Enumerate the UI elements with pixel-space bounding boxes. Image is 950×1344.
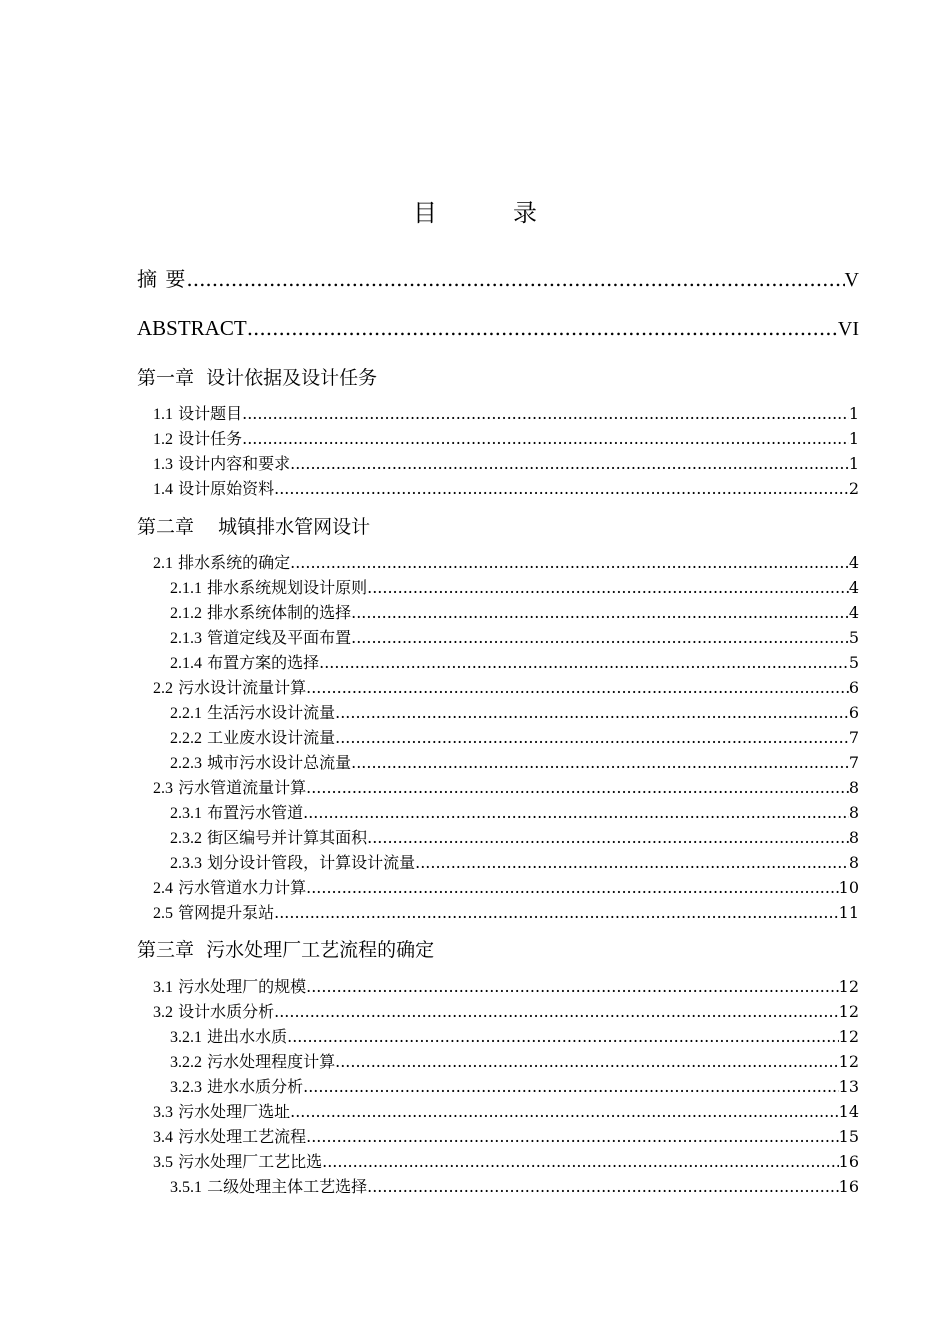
dot-leader: [322, 1151, 839, 1173]
toc-entry-number: 3.3: [153, 1104, 173, 1121]
toc-entry[interactable]: [153, 428, 859, 451]
toc-entry-label: 管道定线及平面布置: [207, 628, 352, 647]
dot-leader: [367, 827, 849, 849]
chapter-heading[interactable]: 第三章 污水处理厂工艺流程的确定: [137, 939, 435, 961]
dot-leader: [335, 702, 849, 724]
dot-leader: [290, 552, 849, 574]
toc-entry[interactable]: [153, 1101, 859, 1124]
toc-entry-number: 2.3.3: [170, 855, 202, 872]
toc-entry-label: 设计题目: [178, 404, 243, 423]
toc-entry-label: 生活污水设计流量: [207, 703, 336, 722]
toc-entry[interactable]: [170, 827, 859, 850]
toc-entry[interactable]: [153, 1151, 859, 1174]
toc-entry-number: 2.1.4: [170, 655, 202, 672]
toc-page-number: 12: [838, 1002, 859, 1021]
toc-page-number: 12: [838, 977, 859, 996]
dot-leader: [306, 877, 839, 899]
toc-entry-number: 2.3.1: [170, 805, 202, 822]
toc-entry-number: 3.5.1: [170, 1179, 202, 1196]
toc-entry[interactable]: [170, 752, 859, 775]
dot-leader: [306, 677, 849, 699]
toc-entry[interactable]: [153, 902, 859, 925]
toc-entry[interactable]: [153, 976, 859, 999]
toc-entry-number: 3.5: [153, 1154, 173, 1171]
dot-leader: [367, 577, 849, 599]
toc-entry[interactable]: [170, 602, 859, 625]
toc-entry[interactable]: [170, 702, 859, 725]
toc-page-number: 1: [848, 404, 859, 423]
chapter-heading[interactable]: 第一章 设计依据及设计任务: [137, 367, 378, 389]
toc-entry[interactable]: [170, 852, 859, 875]
toc-entry-number: 2.5: [153, 905, 173, 922]
toc-entry[interactable]: [170, 652, 859, 675]
toc-page-number: 1: [848, 454, 859, 473]
dot-leader: [242, 403, 849, 425]
toc-entry[interactable]: [170, 1176, 859, 1199]
toc-entry-number: 2.2.1: [170, 705, 202, 722]
toc-page-number: VI: [837, 318, 859, 340]
toc-entry-abstract-en[interactable]: [137, 314, 859, 343]
toc-page-number: 5: [848, 653, 859, 672]
toc-entry-number: 3.2.3: [170, 1079, 202, 1096]
toc-entry[interactable]: [170, 802, 859, 825]
toc-entry-label: 污水处理工艺流程: [178, 1127, 307, 1146]
dot-leader: [415, 852, 849, 874]
toc-entry[interactable]: [153, 552, 859, 575]
toc-entry[interactable]: [153, 677, 859, 700]
toc-entry-label: 污水处理厂选址: [178, 1102, 291, 1121]
toc-entry-label: 划分设计管段，计算设计流量: [207, 853, 416, 872]
toc-entry-label: 布置污水管道: [207, 803, 304, 822]
toc-page-number: 13: [838, 1077, 859, 1096]
toc-page-number: 16: [838, 1152, 859, 1171]
dot-leader: [290, 453, 849, 475]
toc-page-number: 8: [848, 853, 859, 872]
toc-page-number: 7: [848, 753, 859, 772]
toc-entry-label: 污水处理厂工艺比选: [178, 1152, 323, 1171]
toc-entry[interactable]: [153, 1126, 859, 1149]
toc-page-number: 6: [848, 678, 859, 697]
dot-leader: [247, 314, 838, 342]
toc-entry-label: 摘 要: [137, 267, 187, 291]
toc-page-number: 8: [848, 778, 859, 797]
toc-entry-number: 2.4: [153, 880, 173, 897]
dot-leader: [351, 752, 849, 774]
toc-entry-number: 3.2: [153, 1004, 173, 1021]
toc-entry-label: 街区编号并计算其面积: [207, 828, 368, 847]
toc-page-number: 12: [838, 1027, 859, 1046]
toc-entry-label: ABSTRACT: [137, 316, 247, 340]
toc-entry-label: 进水水质分析: [207, 1077, 304, 1096]
toc-entry[interactable]: [170, 727, 859, 750]
toc-entry-number: 1.3: [153, 456, 173, 473]
dot-leader: [242, 428, 849, 450]
toc-entry-label: 污水管道流量计算: [178, 778, 307, 797]
toc-page-number: 8: [848, 803, 859, 822]
toc-entry-label: 工业废水设计流量: [207, 728, 336, 747]
toc-entry-number: 2.3.2: [170, 830, 202, 847]
toc-entry-number: 2.1.1: [170, 580, 202, 597]
toc-entry-label: 设计水质分析: [178, 1002, 275, 1021]
toc-page-number: 16: [838, 1177, 859, 1196]
toc-entry-label: 污水管道水力计算: [178, 878, 307, 897]
toc-entry-number: 2.1.2: [170, 605, 202, 622]
dot-leader: [306, 777, 849, 799]
toc-entry[interactable]: [153, 403, 859, 426]
toc-entry[interactable]: [170, 577, 859, 600]
toc-entry[interactable]: [153, 777, 859, 800]
dot-leader: [287, 1026, 839, 1048]
toc-page-number: 14: [838, 1102, 859, 1121]
dot-leader: [274, 1001, 839, 1023]
toc-entry-number: 3.1: [153, 979, 173, 996]
toc-page-number: 4: [848, 578, 859, 597]
toc-entry[interactable]: [153, 877, 859, 900]
toc-page-number: 11: [838, 903, 859, 922]
toc-entry[interactable]: [170, 627, 859, 650]
toc-page-number: 4: [848, 553, 859, 572]
dot-leader: [351, 627, 849, 649]
toc-entry-label: 排水系统规划设计原则: [207, 578, 368, 597]
toc-entry-label: 污水处理厂的规模: [178, 977, 307, 996]
dot-leader: [303, 1076, 839, 1098]
toc-entry-number: 2.2: [153, 680, 173, 697]
toc-entry-label: 设计原始资料: [178, 479, 275, 498]
toc-entry-label: 排水系统的确定: [178, 553, 291, 572]
toc-entry[interactable]: [153, 453, 859, 476]
dot-leader: [274, 478, 849, 500]
toc-page-number: 5: [848, 628, 859, 647]
toc-entry-number: 1.2: [153, 431, 173, 448]
toc-page-number: 8: [848, 828, 859, 847]
chapter-heading[interactable]: 第二章 城镇排水管网设计: [137, 516, 371, 538]
toc-entry-label: 设计内容和要求: [178, 454, 291, 473]
toc-entry-number: 2.3: [153, 780, 173, 797]
toc-page-number: 1: [848, 429, 859, 448]
toc-entry-label: 管网提升泵站: [178, 903, 275, 922]
toc-entry-number: 1.4: [153, 481, 173, 498]
toc-page-number: 12: [838, 1052, 859, 1071]
toc-entry-label: 二级处理主体工艺选择: [207, 1177, 368, 1196]
toc-page-number: 6: [848, 703, 859, 722]
dot-leader: [306, 976, 839, 998]
toc-entry-label: 进出水水质: [207, 1027, 288, 1046]
dot-leader: [351, 602, 849, 624]
toc-page-number: 7: [848, 728, 859, 747]
toc-entry-number: 1.1: [153, 406, 173, 423]
toc-entry-abstract-cn[interactable]: [137, 265, 859, 294]
dot-leader: [335, 1051, 839, 1073]
dot-leader: [306, 1126, 839, 1148]
toc-entry-number: 3.2.2: [170, 1054, 202, 1071]
dot-leader: [335, 727, 849, 749]
toc-page-number: 15: [838, 1127, 859, 1146]
dot-leader: [367, 1176, 839, 1198]
page-title: 目 录: [413, 199, 563, 227]
toc-entry[interactable]: [153, 478, 859, 501]
toc-entry[interactable]: [170, 1051, 859, 1074]
toc-entry[interactable]: [170, 1076, 859, 1099]
toc-entry-number: 3.2.1: [170, 1029, 202, 1046]
dot-leader: [303, 802, 849, 824]
toc-entry[interactable]: [170, 1026, 859, 1049]
toc-page-number: V: [844, 269, 859, 291]
toc-entry-number: 2.2.3: [170, 755, 202, 772]
toc-page-number: 10: [838, 878, 859, 897]
dot-leader: [274, 902, 839, 924]
dot-leader: [186, 265, 844, 293]
toc-page-number: 2: [848, 479, 859, 498]
toc-entry-number: 3.4: [153, 1129, 173, 1146]
toc-entry-label: 城市污水设计总流量: [207, 753, 352, 772]
dot-leader: [319, 652, 849, 674]
toc-entry-label: 污水处理程度计算: [207, 1052, 336, 1071]
toc-page-number: 4: [848, 603, 859, 622]
toc-entry-label: 污水设计流量计算: [178, 678, 307, 697]
toc-entry-label: 排水系统体制的选择: [207, 603, 352, 622]
toc-entry-number: 2.1.3: [170, 630, 202, 647]
toc-entry-number: 2.1: [153, 555, 173, 572]
toc-entry-label: 布置方案的选择: [207, 653, 320, 672]
toc-entry-label: 设计任务: [178, 429, 243, 448]
toc-entry[interactable]: [153, 1001, 859, 1024]
toc-entry-number: 2.2.2: [170, 730, 202, 747]
dot-leader: [290, 1101, 839, 1123]
